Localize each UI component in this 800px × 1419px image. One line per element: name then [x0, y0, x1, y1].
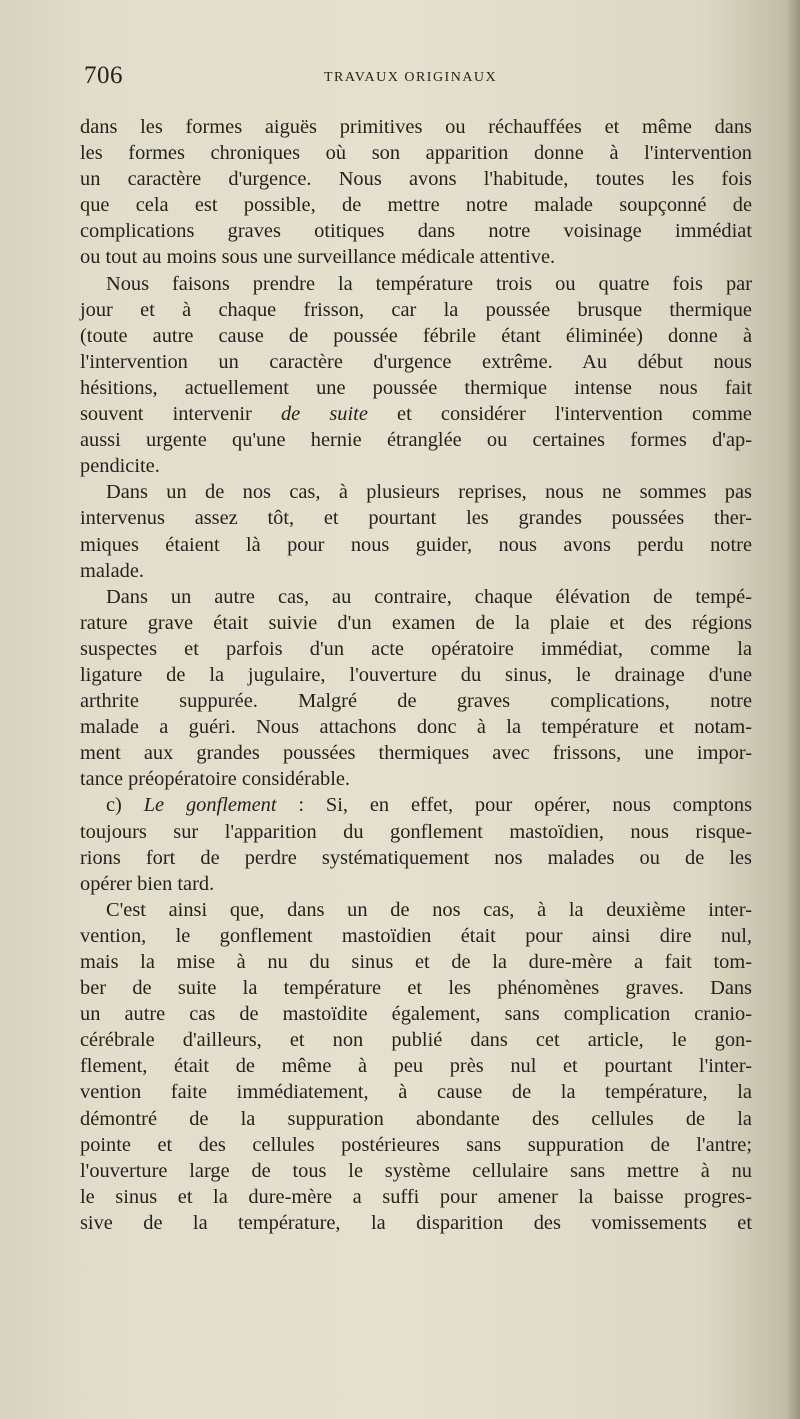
text-segment: : Si, en effet, pour opérer, nous comptons: [276, 794, 753, 817]
text-line: cérébrale d'ailleurs, et non publié dans cet article, le gon-: [80, 1029, 752, 1052]
text-line: ment aux grandes poussées thermiques avec frissons, une impor-: [80, 742, 752, 765]
text-line: C'est ainsi que, dans un de nos cas, à la deuxième inter-: [106, 898, 752, 921]
text-line: [80, 401, 752, 427]
text-line: flement, était de même à peu près nul et pourtant l'inter-: [80, 1055, 752, 1078]
text-line: jour et à chaque frisson, car la poussée brusque thermique: [80, 298, 752, 321]
text-line: (toute autre cause de poussée fébrile étant éliminée) donne à: [80, 324, 752, 347]
text-line: hésitions, actuellement une poussée thermique intense nous fait: [80, 376, 752, 399]
text-line: toujours sur l'apparition du gonflement mastoïdien, nous risque-: [80, 820, 752, 843]
text-line: vention, le gonflement mastoïdien était pour ainsi dire nul,: [80, 924, 752, 947]
text-line: malade.: [80, 559, 144, 582]
text-line: rature grave était suivie d'un examen de la plaie et des régions: [80, 611, 752, 634]
text-segment: souvent intervenir: [80, 403, 281, 426]
text-line: aussi urgente qu'une hernie étranglée ou certaines formes d'ap-: [80, 429, 752, 452]
text-line: mais la mise à nu du sinus et de la dure-mère a fait tom-: [80, 951, 752, 973]
text-line: pointe et des cellules postérieures sans suppuration de l'antre;: [80, 1133, 752, 1156]
text-line: Dans un de nos cas, à plusieurs reprises, nous ne sommes pas: [106, 481, 752, 504]
running-title: TRAVAUX ORIGINAUX: [324, 70, 498, 85]
text-line: intervenus assez tôt, et pourtant les grandes poussées ther-: [80, 507, 752, 530]
text-line: ber de suite la température et les phénomènes graves. Dans: [80, 977, 752, 1000]
text-line: complications graves otitiques dans notre voisinage immédiat: [80, 220, 752, 243]
running-header: [84, 62, 754, 92]
text-line: rions fort de perdre systématiquement nos malades ou de les: [80, 846, 752, 869]
text-line: sive de la température, la disparition des vomissements et: [80, 1211, 752, 1234]
text-line: ligature de la jugulaire, l'ouverture du sinus, le drainage d'une: [80, 663, 752, 686]
text-line: pendicite.: [80, 455, 160, 478]
italic-text: Le gonflement: [143, 794, 277, 817]
text-line: un caractère d'urgence. Nous avons l'habitude, toutes les fois: [80, 168, 752, 191]
text-line: l'intervention un caractère d'urgence extrême. Au début nous: [80, 350, 752, 373]
text-line: un autre cas de mastoïdite également, sans complication cranio-: [80, 1003, 752, 1026]
text-line: Dans un autre cas, au contraire, chaque élévation de tempé-: [106, 585, 752, 608]
text-line: arthrite suppurée. Malgré de graves complications, notre: [80, 690, 752, 713]
text-line: les formes chroniques où son apparition donne à l'intervention: [80, 142, 752, 165]
text-line: opérer bien tard.: [80, 872, 215, 895]
text-line: Nous faisons prendre la température trois ou quatre fois par: [106, 272, 752, 295]
text-segment: et considérer l'intervention comme: [367, 403, 752, 426]
text-line: malade a guéri. Nous attachons donc à la température et notam-: [80, 716, 752, 739]
page-number: 706: [84, 62, 123, 89]
text-line: vention faite immédiatement, à cause de la température, la: [80, 1081, 752, 1104]
text-line: démontré de la suppuration abondante des cellules de la: [80, 1107, 752, 1130]
body-text: [80, 114, 752, 1236]
text-line: suspectes et parfois d'un acte opératoire immédiat, comme la: [80, 637, 752, 660]
text-line: miques étaient là pour nous guider, nous avons perdu notre: [80, 533, 752, 556]
text-line: le sinus et la dure-mère a suffi pour amener la baisse progres-: [80, 1185, 752, 1208]
text-line: l'ouverture large de tous le système cellulaire sans mettre à nu: [80, 1159, 752, 1182]
italic-text: de suite: [280, 403, 368, 426]
text-segment: c): [106, 794, 144, 817]
text-line: que cela est possible, de mettre notre malade soupçonné de: [80, 194, 752, 217]
text-line: [80, 792, 752, 818]
text-line: tance préopératoire considérable.: [80, 768, 351, 791]
text-line: dans les formes aiguës primitives ou réchauffées et même dans: [80, 116, 752, 138]
page-edge-shadow: [786, 0, 800, 1419]
text-line: ou tout au moins sous une surveillance médicale attentive.: [80, 246, 556, 269]
